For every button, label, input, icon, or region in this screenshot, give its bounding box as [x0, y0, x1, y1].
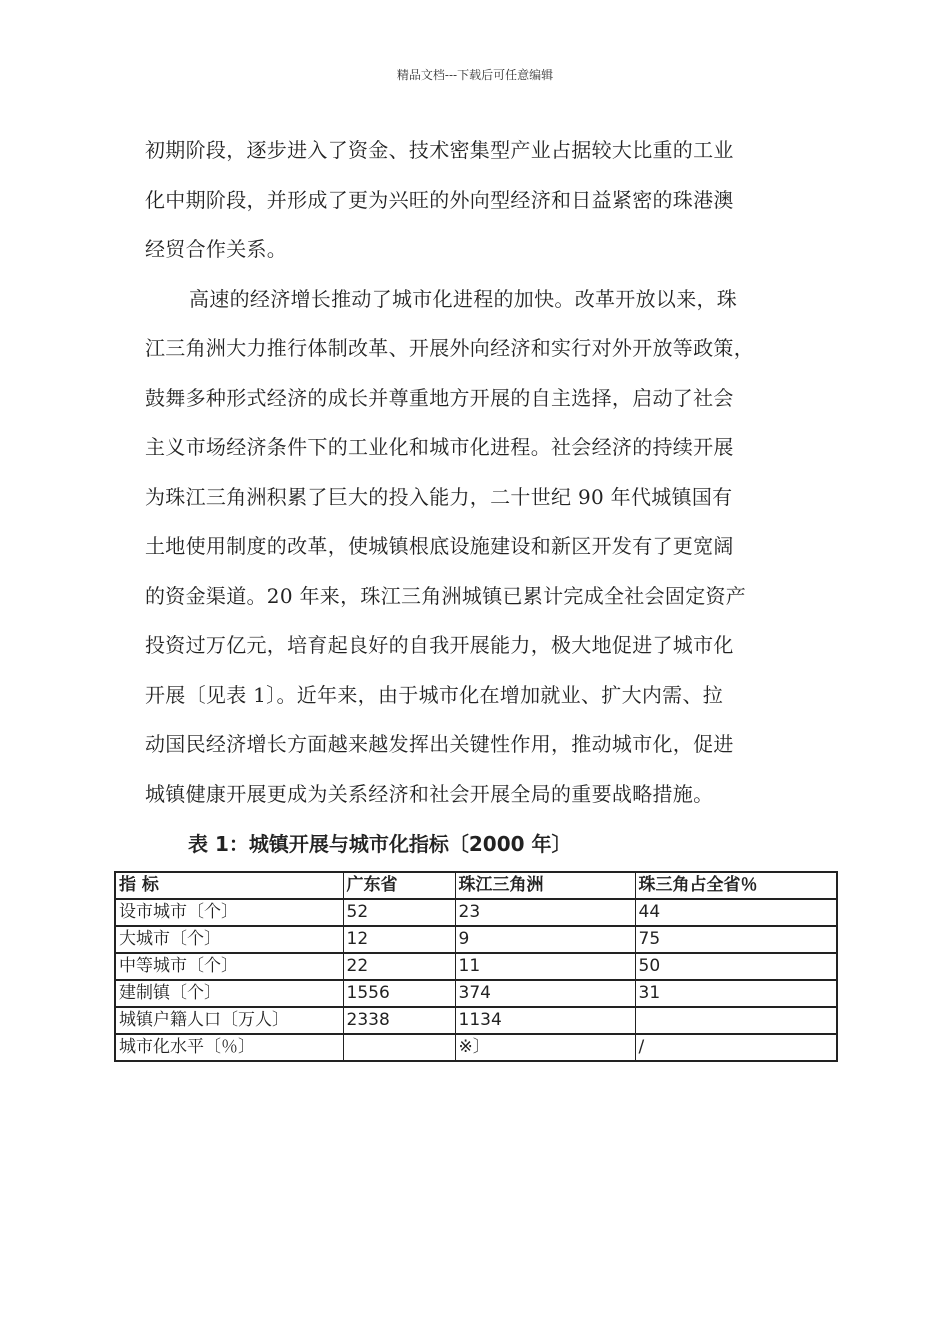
table-row [115, 953, 837, 980]
paragraph-line: 的资金渠道。20 年来，珠江三角洲城镇已累计完成全社会固定资产 [145, 583, 747, 608]
table-header-cell: 珠江三角洲 [455, 872, 635, 899]
paragraph-line: 鼓舞多种形式经济的成长并尊重地方开展的自主选择，启动了社会 [145, 385, 734, 410]
table-cell: 374 [455, 980, 635, 1007]
paragraph-line: 主义市场经济条件下的工业化和城市化进程。社会经济的持续开展 [145, 435, 734, 459]
table-cell: 中等城市〔个〕 [115, 953, 343, 980]
table-cell: 建制镇〔个〕 [115, 980, 343, 1007]
paragraph-line: 动国民经济增长方面越来越发挥出关键性作用，推动城市化，促进 [145, 732, 734, 756]
table-cell: 44 [635, 899, 837, 926]
table-cell: 9 [455, 926, 635, 953]
table-caption: 表 1：城镇开展与城市化指标〔2000 年〕 [188, 832, 572, 856]
table-header-cell: 指 标 [115, 872, 343, 899]
table-cell: ※〕 [455, 1034, 635, 1061]
table-cell: 11 [455, 953, 635, 980]
table-cell: 1556 [343, 980, 455, 1007]
paragraph-line: 城镇健康开展更成为关系经济和社会开展全局的重要战略措施。 [145, 781, 714, 806]
table-cell: 2338 [343, 1007, 455, 1034]
table-header-row [115, 872, 837, 899]
page-header: 精品文档---下载后可任意编辑 [396, 68, 554, 82]
table-cell: 75 [635, 926, 837, 953]
table-row [115, 980, 837, 1007]
body-text [145, 126, 815, 819]
table-cell: 大城市〔个〕 [115, 926, 343, 953]
table-cell: 31 [635, 980, 837, 1007]
paragraph-line: 投资过万亿元，培育起良好的自我开展能力，极大地促进了城市化 [145, 633, 734, 657]
paragraph-line: 土地使用制度的改革，使城镇根底设施建设和新区开发有了更宽阔 [145, 534, 734, 558]
paragraph-line: 化中期阶段，并形成了更为兴旺的外向型经济和日益紧密的珠港澳 [145, 187, 734, 212]
table-cell: 城镇户籍人口〔万人〕 [115, 1007, 343, 1034]
paragraph-line: 开展〔见表 1〕。近年来，由于城市化在增加就业、扩大内需、拉 [145, 682, 724, 707]
table-cell: 50 [635, 953, 837, 980]
table-cell: 设市城市〔个〕 [115, 899, 343, 926]
table-cell: 1134 [455, 1007, 635, 1034]
paragraph-line: 经贸合作关系。 [145, 237, 288, 261]
table-header-cell: 广东省 [343, 872, 455, 899]
table-header-cell: 珠三角占全省％ [635, 872, 837, 899]
table-row [115, 926, 837, 953]
table-cell: 23 [455, 899, 635, 926]
table-cell: 22 [343, 953, 455, 980]
table-cell: 12 [343, 926, 455, 953]
table-cell: 52 [343, 899, 455, 926]
table-cell: 城市化水平〔％〕 [115, 1034, 343, 1061]
paragraph-line: 为珠江三角洲积累了巨大的投入能力，二十世纪 90 年代城镇国有 [145, 484, 733, 509]
table-row [115, 899, 837, 926]
indicator-table [114, 871, 838, 1062]
paragraph-line: 高速的经济增长推动了城市化进程的加快。改革开放以来，珠 [189, 286, 738, 311]
paragraph-line: 初期阶段，逐步进入了资金、技术密集型产业占据较大比重的工业 [145, 138, 734, 162]
table-cell [343, 1034, 455, 1061]
paragraph-line: 江三角洲大力推行体制改革、开展外向经济和实行对外开放等政策， [145, 336, 754, 360]
table-row [115, 1007, 837, 1034]
table-cell [635, 1007, 837, 1034]
table-row [115, 1034, 837, 1061]
table-cell: / [635, 1034, 837, 1061]
